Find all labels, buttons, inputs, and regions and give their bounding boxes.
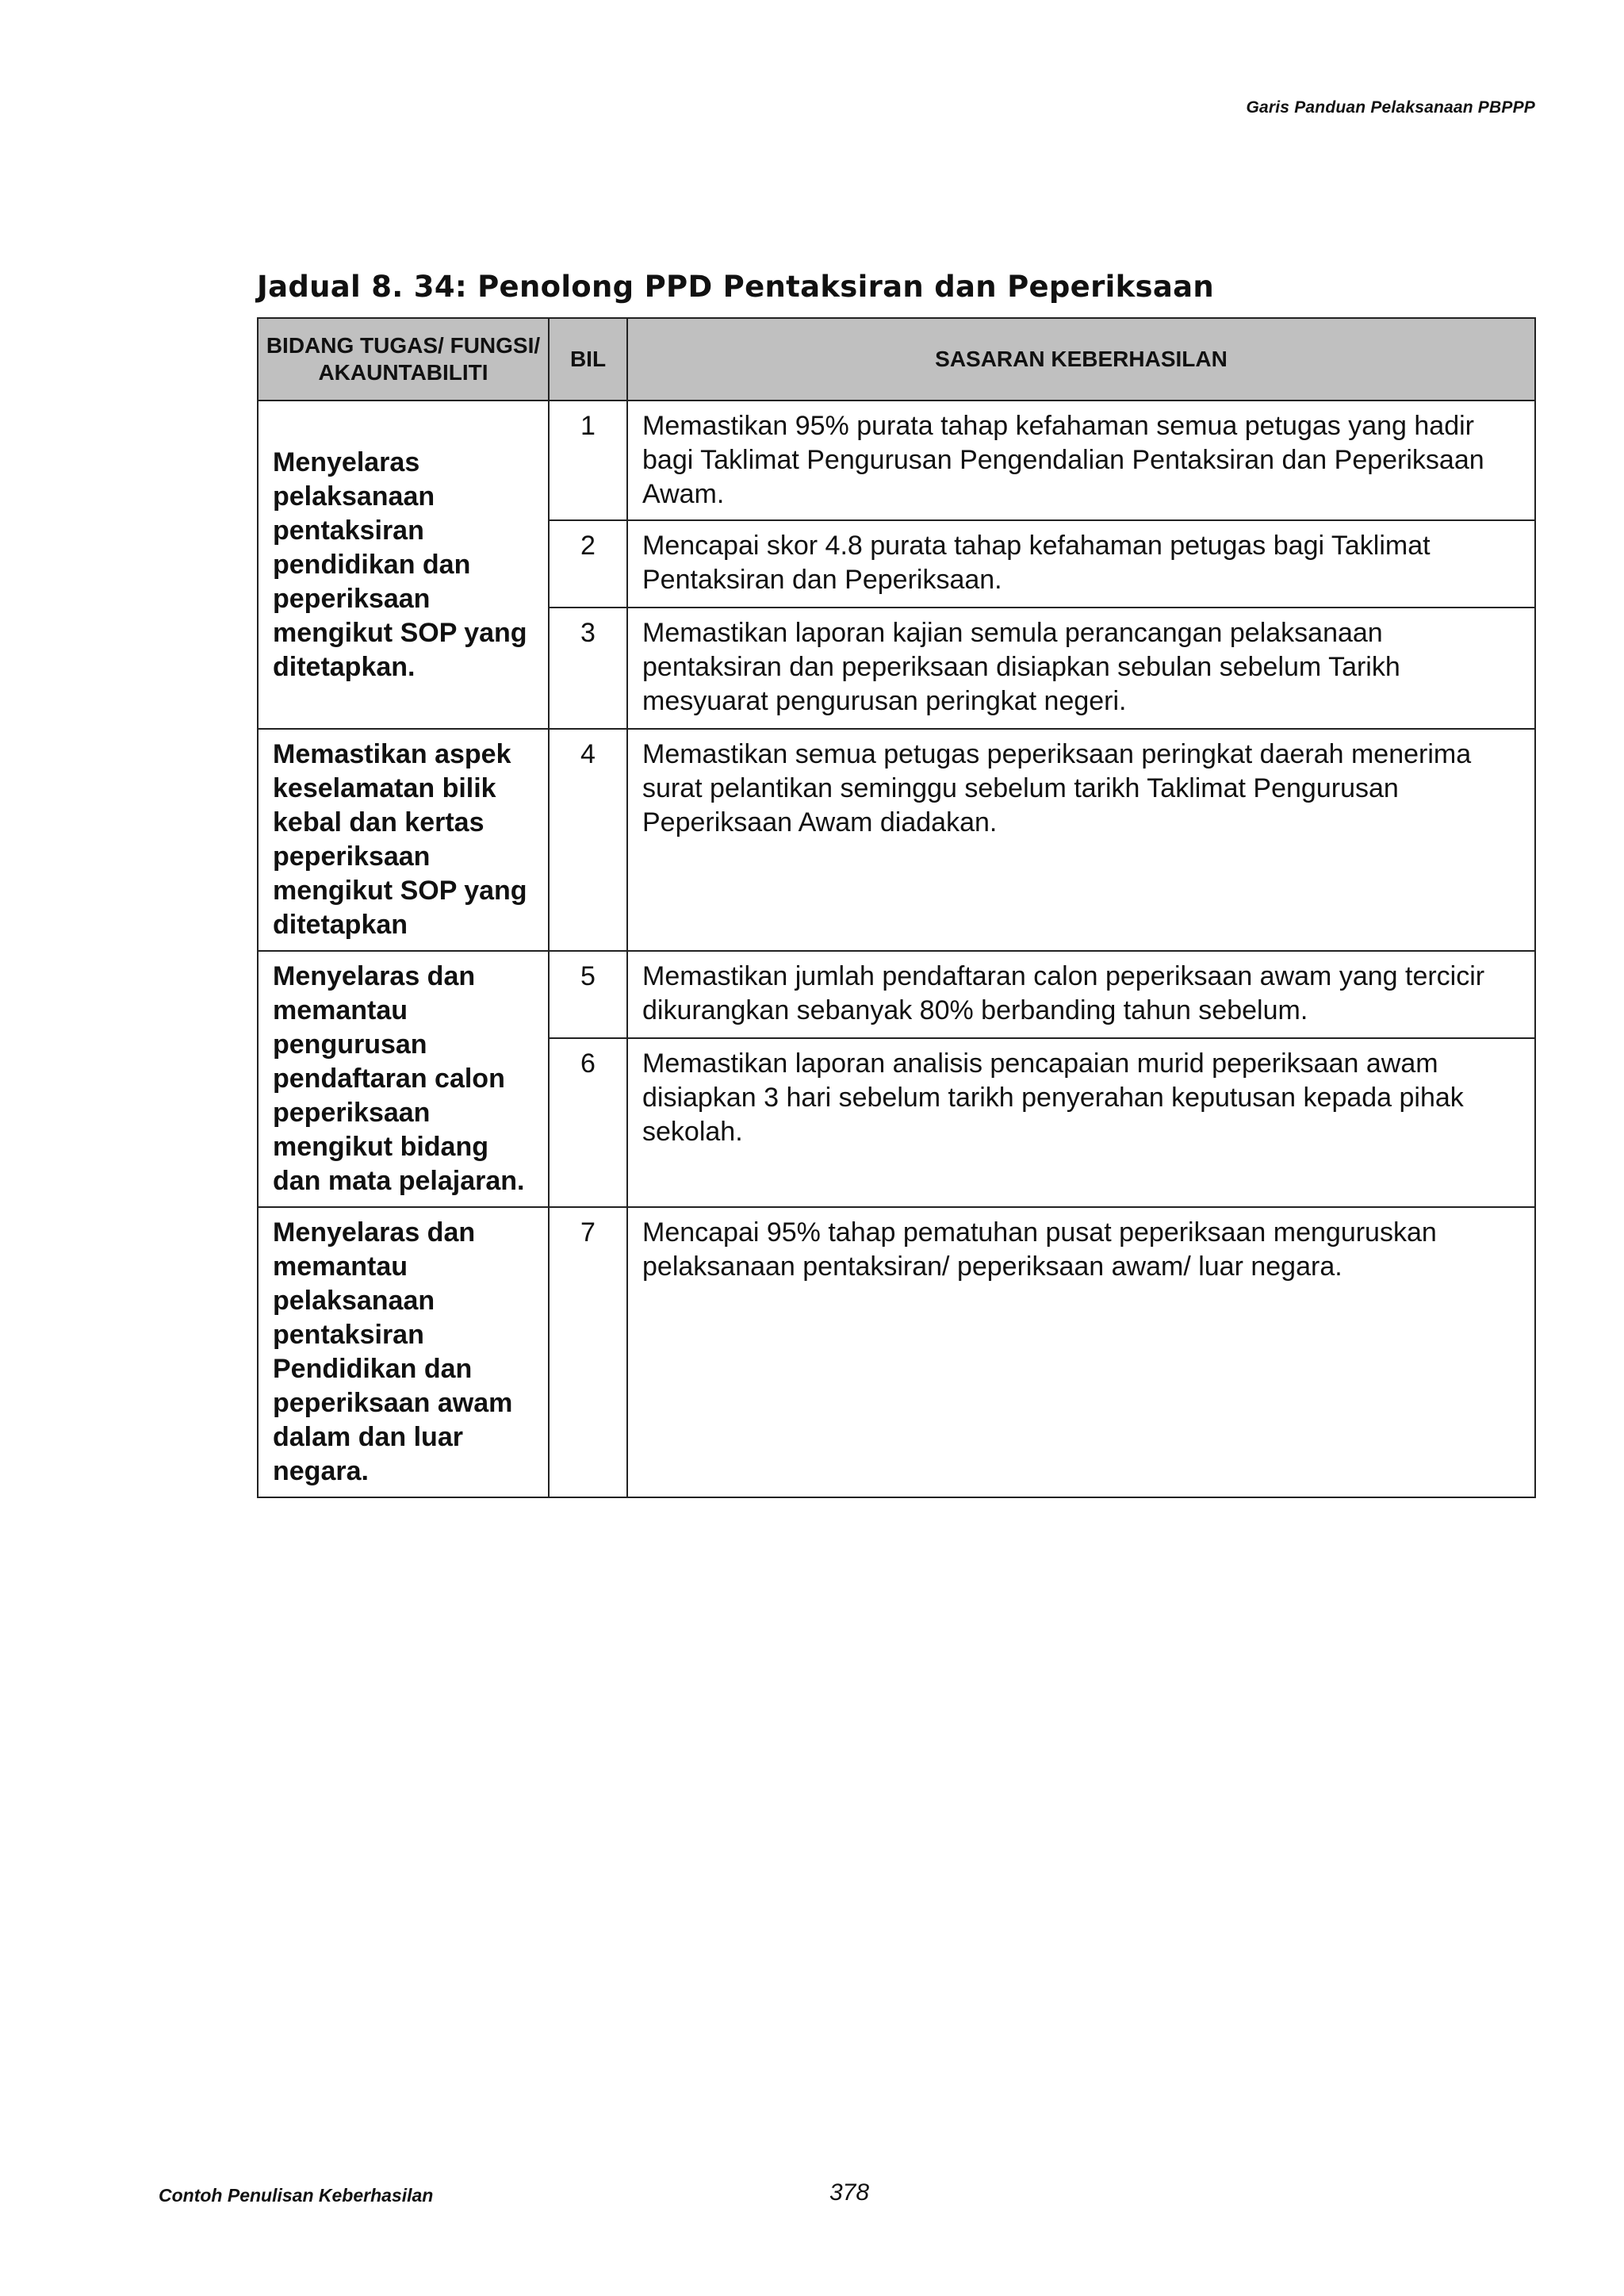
function-cell: Menyelaras pelaksanaan pentaksiran pendidikan dan peperiksaan mengikut SOP yang ditetapkan. [258,401,549,729]
running-header: Garis Panduan Pelaksanaan PBPPP [1246,98,1535,117]
table-row [258,401,1535,520]
table-header-row [258,318,1535,401]
bil-cell: 5 [549,951,627,1038]
function-cell: Menyelaras dan memantau pengurusan pendaftaran calon peperiksaan mengikut bidang dan mata pelajaran. [258,951,549,1207]
target-cell: Memastikan laporan analisis pencapaian murid peperiksaan awam disiapkan 3 hari sebelum tarikh penyerahan keputusan kepada pihak sekolah. [627,1038,1535,1207]
column-header-target: SASARAN KEBERHASILAN [627,318,1535,401]
table-row [258,1207,1535,1497]
target-cell: Memastikan laporan kajian semula perancangan pelaksanaan pentaksiran dan peperiksaan disiapkan sebulan sebelum Tarikh mesyuarat pengurusan peringkat negeri. [627,608,1535,729]
target-cell: Memastikan semua petugas peperiksaan peringkat daerah menerima surat pelantikan seminggu sebelum tarikh Taklimat Pengurusan Peperiksaan Awam diadakan. [627,729,1535,951]
bil-cell: 6 [549,1038,627,1207]
bil-cell: 2 [549,520,627,608]
sasaran-keberhasilan-table [257,317,1536,1498]
table-row [258,951,1535,1038]
footer-section-label: Contoh Penulisan Keberhasilan [159,2185,434,2206]
function-cell: Menyelaras dan memantau pelaksanaan pentaksiran Pendidikan dan peperiksaan awam dalam dan luar negara. [258,1207,549,1497]
column-header-function: BIDANG TUGAS/ FUNGSI/ AKAUNTABILITI [258,318,549,401]
bil-cell: 7 [549,1207,627,1497]
target-cell: Memastikan 95% purata tahap kefahaman semua petugas yang hadir bagi Taklimat Pengurusan Pengendalian Pentaksiran dan Peperiksaan Awam. [627,401,1535,520]
table-container [257,317,1534,1498]
column-header-bil: BIL [549,318,627,401]
bil-cell: 1 [549,401,627,520]
target-cell: Memastikan jumlah pendaftaran calon peperiksaan awam yang tercicir dikurangkan sebanyak 80% berbanding tahun sebelum. [627,951,1535,1038]
table-title: Jadual 8. 34: Penolong PPD Pentaksiran dan Peperiksaan [257,270,1215,304]
function-cell: Memastikan aspek keselamatan bilik kebal dan kertas peperiksaan mengikut SOP yang ditetapkan [258,729,549,951]
target-cell: Mencapai 95% tahap pematuhan pusat peperiksaan menguruskan pelaksanaan pentaksiran/ peperiksaan awam/ luar negara. [627,1207,1535,1497]
page-number: 378 [829,2179,870,2206]
bil-cell: 3 [549,608,627,729]
bil-cell: 4 [549,729,627,951]
target-cell: Mencapai skor 4.8 purata tahap kefahaman petugas bagi Taklimat Pentaksiran dan Peperiksaan. [627,520,1535,608]
table-row [258,729,1535,951]
